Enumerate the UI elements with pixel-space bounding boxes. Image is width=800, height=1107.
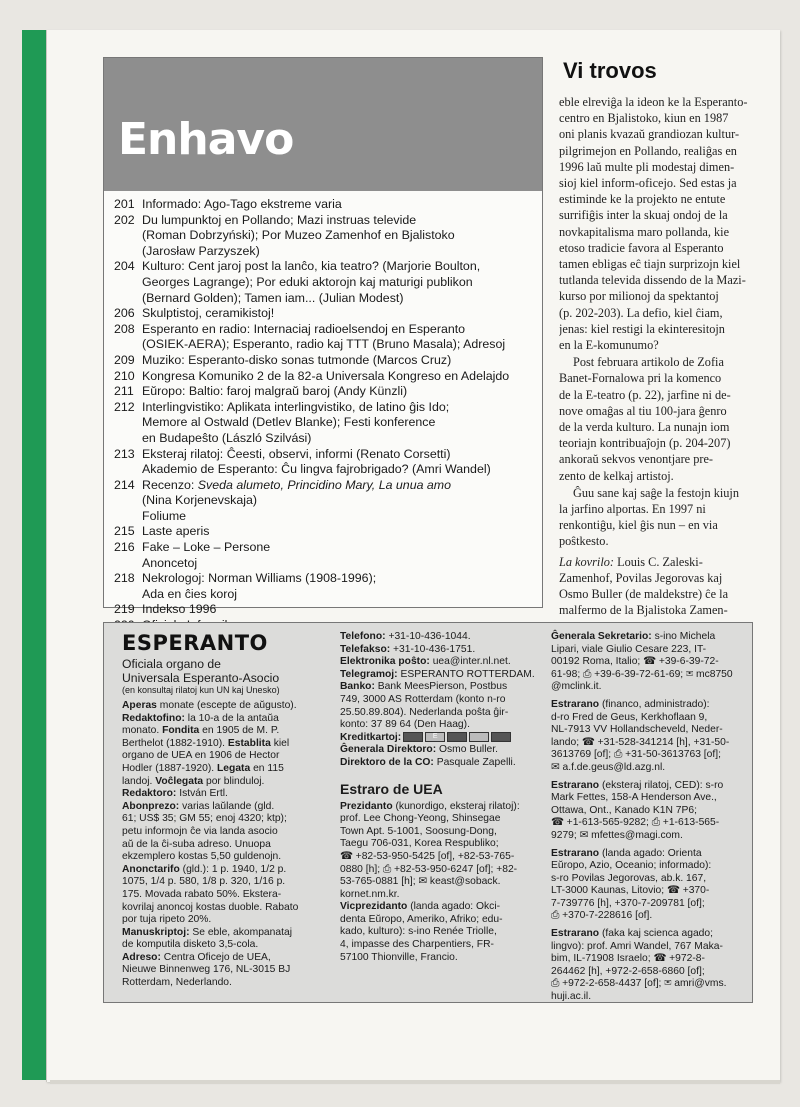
editorial-line: (p. 202-203). La defio, kiel ĉiam, [559,305,723,320]
masthead-line: Telefono: +31-10-436-1044. [340,631,471,642]
toc-line: Kongresa Komuniko 2 de la 82-a Universala Kongreso en Adelajdo [142,368,510,383]
masthead-line: Banko: Bank MeesPierson, Postbus [340,681,508,693]
caption-line: Zamenhof, Povilas Jegorovas kaj [559,570,723,585]
masthead-line: petu informojn ĉe via landa asocio [122,825,278,837]
masthead-line: Estrarano (financo, administrado): [551,698,710,710]
masthead-line: NL-7913 VV Hollandscheveld, Neder- [551,724,723,736]
toc-line: Georges Lagrange); Por eduki aktorojn kaj maturigi publikon [142,274,473,289]
masthead-line: Elektronika poŝto: uea@inter.nl.net. [340,656,511,668]
masthead-line: Town Apt. 5-1001, Soosung-Dong, [340,825,497,837]
editorial-paragraph-2 [559,354,759,484]
masthead-line: denta Eŭropo, Ameriko, Afriko; edu- [340,913,503,925]
masthead-line: Redaktofino: la 10-a de la antaŭa [122,712,279,724]
masthead-line: ✉ a.f.de.geus@ld.azg.nl. [551,761,666,773]
toc-line: Memore al Ostwald (Detlev Blanke); Festi konference [142,415,436,430]
masthead-line: 25.50.89.804). Nederlanda poŝta ĝir- [340,706,509,718]
editorial-paragraph-3 [559,485,759,550]
masthead-line: bim, IL-71908 Israelo; ☎ +972-8- [551,953,705,965]
masthead-line: Redaktoro: István Ertl. [122,788,228,800]
editorial-paragraph-1 [559,94,759,353]
masthead-line: aŭ de la ĉi-suba adreso. Unuopa [122,838,271,850]
editorial-line: tutlanda televida dissendo de la Mazi- [559,273,746,288]
masthead-line: ⎙ +972-2-658-4437 [of]; ✉ amri@vms. [551,978,727,990]
masthead-column-3 [551,631,751,1004]
toc-line: Foliume [142,508,187,523]
editorial-title: Vi trovos [563,58,657,83]
page-shadow [50,1080,780,1084]
masthead-line: ☎ +1-613-565-9282; ⎙ +1-613-565- [551,817,720,829]
masthead-line: huji.ac.il. [551,991,592,1003]
credit-card-icon [491,732,511,742]
credit-card-icons [403,732,511,742]
caption-line: Osmo Buller (de maldekstre) ĉe la [559,587,729,602]
masthead-line: Ĝenerala Sekretario: s-ino Michela [551,631,716,642]
masthead-line: 7-739776 [h], +370-7-209781 [of]; [551,897,705,909]
toc-line: Akademio de Esperanto: Ĉu lingva fajrobrigado? (Amri Wandel) [142,462,491,477]
masthead-line: 61; US$ 35; GM 55; enoj 4320; ktp); [122,813,287,825]
masthead-line: Estrarano (eksteraj rilatoj, CED): s-ro [551,779,724,791]
masthead-line: Estrarano (faka kaj scienca agado; [551,928,713,940]
toc-line: Ada en ĉies koroj [142,586,238,601]
toc-entry-text [142,571,532,602]
editorial-line: novkapitalisma maro pollanda, kie [559,224,730,239]
credit-card-icon [447,732,467,742]
masthead-line: 57100 Thionville, Francio. [340,951,458,963]
editorial-line: jenas: kiel restigi la ekinteresitojn [559,321,725,336]
masthead-line: 1075, 1/4 p. 580, 1/8 p. 320, 1/16 p. [122,876,286,888]
masthead-line: Ĝenerala Direktoro: Osmo Buller. [340,744,498,756]
editorial-line: nove omaĝas al tiu 100-jara ĝenro [559,403,727,418]
toc-entry-text [142,213,532,260]
editorial-line: oni planis kvazaŭ grandiozan kultur- [559,127,740,142]
masthead-line: 0880 [h]; ⎙ +82-53-950-6247 [of]; +82- [340,863,518,875]
caption-line: malfermo de la Bjalistoka Zamen- [559,603,728,618]
masthead-line: Adreso: Centra Oficejo de UEA, [122,951,271,963]
editorial-line: de la E-teatro (p. 22), jarfine ni de- [559,387,731,402]
masthead-line: 61-98; ⎙ +39-6-39-72-61-69; ✉ mc8750 [551,668,733,680]
masthead-line: Rotterdam, Nederlando. [122,977,232,989]
masthead-line: 00192 Roma, Italio; ☎ +39-6-39-72- [551,656,719,668]
masthead-line: kado, kulturo): s-ino Renée Triolle, [340,926,497,938]
editorial-line: poŝtkesto. [559,534,609,549]
editorial-line: kurso por milionoj da spektantoj [559,289,719,304]
toc-entry [114,540,532,571]
masthead-line: ☎ +82-53-950-5425 [of], +82-53-765- [340,850,515,862]
toc-line: Nekrologoj: Norman Williams (1908-1996); [142,571,377,586]
masthead-line: kornet.nm.kr. [340,888,400,900]
credit-card-icon: E [425,732,445,742]
toc-entry [114,478,532,525]
masthead-line: Lipari, viale Giulio Cesare 223, IT- [551,643,707,655]
toc-entry-text [142,259,532,306]
toc-page-number: 216 [114,540,135,555]
toc-line: en Budapeŝto (László Szilvási) [142,430,312,445]
editorial-line: ankoraŭ sekvos venontjare pre- [559,452,713,467]
editorial-line: en la E-komunumo? [559,338,659,353]
editorial-line: la jarfino alportas. En 1997 ni [559,502,706,517]
masthead-line: Eŭropo, Azio, Oceanio; informado): [551,860,712,872]
toc-line: Muziko: Esperanto-disko sonas tutmonde (Marcos Cruz) [142,352,452,367]
editorial-line: Post februara artikolo de Zofia [573,355,724,370]
toc-page-number: 209 [114,352,135,367]
toc-line: Du lumpunktoj en Pollando; Mazi instruas televide [142,212,417,227]
masthead-line: Ottawa, Ont., Kanado K1N 7P6; [551,804,697,816]
toc-page-number: 206 [114,306,135,321]
masthead-line: prof. Lee Chong-Yeong, Shinsegae [340,813,501,825]
credit-card-icon [403,732,423,742]
toc-entry-text [142,602,532,618]
masthead-info [122,700,337,990]
toc-line: Fake – Loke – Persone [142,540,271,555]
toc-entry-text [142,540,532,571]
editorial-line: de la verda kulturo. La nunajn iom [559,420,730,435]
toc-entry-text [142,478,532,525]
toc-entry [114,306,532,322]
editorial-line: pilgrimejon en Pollando, realiĝas en [559,143,737,158]
masthead-line: Berthelot (1882-1910). Establita kiel [122,737,290,749]
toc-page-number: 214 [114,477,135,492]
contact-info [340,631,550,770]
board-members-list-2 [551,631,751,1004]
masthead-line: Nieuwe Binnenweg 176, NL-3015 BJ [122,964,291,976]
toc-header [104,58,542,191]
masthead-line: Estrarano (landa agado: Orienta [551,847,702,859]
toc-line: Laste aperis [142,524,210,539]
masthead-line: Kreditkartoj: E [340,732,550,745]
masthead-line: konto: 37 89 64 (Den Haag). [340,719,470,731]
masthead-line: landoj. Voĉlegata por blinduloj. [122,775,265,787]
toc-entry [114,213,532,260]
board-members-list [340,801,550,965]
toc-entry [114,571,532,602]
caption-line: La kovrilo: Louis C. Zaleski- [559,554,703,569]
masthead-line: 9279; ✉ mfettes@magi.com. [551,829,683,841]
masthead-line: Direktoro de la CO: Pasquale Zapelli. [340,756,516,768]
toc-page-number: 202 [114,212,135,227]
toc-page-number: 219 [114,602,135,617]
masthead-line: por tuja ripeto 20%. [122,914,212,926]
masthead-line: lingvo): prof. Amri Wandel, 767 Maka- [551,940,723,952]
editorial-line: surrifiĝis inter la skuaj ondoj de la [559,208,728,223]
toc-entry [114,384,532,400]
masthead-line: LT-3000 Kaunas, Litovio; ☎ +370- [551,885,710,897]
toc-line: (Jarosław Parzyszek) [142,243,260,258]
editorial-line: Ĝuu sane kaj saĝe la festojn kiujn [573,485,739,500]
masthead-line: 53-765-0881 [h]; ✉ keast@soback. [340,876,501,888]
toc-page-number: 204 [114,259,135,274]
editorial-line: zento de kelkaj artistoj. [559,468,674,483]
table-of-contents [103,57,543,617]
masthead-line: Prezidanto (kunordigo, eksteraj rilatoj): [340,800,520,812]
toc-line: Recenzo: Sveda alumeto, Princidino Mary, La unua amo [142,477,452,492]
toc-line: Indekso 1996 [142,602,217,617]
toc-page-number: 218 [114,571,135,586]
editorial-line: teoriajn kontribuaĵojn (p. 204-207) [559,436,731,451]
editorial-line: estiminde ke la projekto ne entute [559,192,726,207]
masthead-line: 175. Movada rabato 50%. Ekstera- [122,888,282,900]
masthead-column-2 [340,631,550,964]
toc-line: (OSIEK-AERA); Esperanto, radio kaj TTT (Bruno Masala); Adresoj [142,337,506,352]
masthead-subtitle [122,657,337,685]
credit-card-icon [469,732,489,742]
toc-page-number: 215 [114,524,135,539]
esperanto-logo: ESPERANTO [122,631,268,655]
toc-entry [114,197,532,213]
editorial-line: tamen ebligas eĉ tiajn surprizojn kiel [559,257,741,272]
masthead-line: @mclink.it. [551,681,602,693]
toc-entry [114,400,532,447]
masthead-line: Telefakso: +31-10-436-1751. [340,643,476,655]
masthead-line: 4, impasse des Charpentiers, FR- [340,939,494,951]
toc-title: Enhavo [118,114,294,165]
toc-line: Eŭropo: Baltio: faroj malgraŭ baroj (Andy Künzli) [142,384,408,399]
toc-list [104,191,542,634]
toc-page-number: 210 [114,368,135,383]
toc-page-number: 212 [114,399,135,414]
masthead-line: Manuskriptoj: Se eble, akompanataj [122,926,292,938]
toc-entry-text [142,306,532,322]
toc-entry [114,353,532,369]
toc-entry-text [142,322,532,353]
masthead-box [103,622,753,1003]
masthead-line: Telegramoj: ESPERANTO ROTTERDAM. [340,668,535,680]
editorial-line: etoso tradicie favora al Esperanto [559,240,724,255]
toc-line: Informado: Ago-Tago ekstreme varia [142,197,342,211]
masthead-column-1 [122,631,337,990]
masthead-line: Abonprezo: varias laŭlande (gld. [122,800,275,812]
toc-entry [114,447,532,478]
toc-entry-text [142,384,532,400]
toc-entry-text [142,524,532,540]
masthead-line: ekzemplero kostas 5,50 guldenojn. [122,851,282,863]
masthead-line: monato. Fondita en 1905 de M. P. [122,725,280,737]
toc-line: (Nina Korjenevskaja) [142,493,258,508]
masthead-line: Anonctarifo (gld.): 1 p. 1940, 1/2 p. [122,863,287,875]
toc-line: Interlingvistiko: Aplikata interlingvistiko, de latino ĝis Ido; [142,399,450,414]
toc-entry [114,602,532,618]
masthead-line: de komputila disketo 3,5-cola. [122,939,259,951]
masthead-line: lando; ☎ +31-528-341214 [h], +31-50- [551,736,730,748]
masthead-line: d-ro Fred de Geus, Kerkhoflaan 9, [551,711,708,723]
masthead-line: s-ro Povilas Jegorovas, ab.k. 167, [551,872,707,884]
masthead-line: 3613769 [of]; ⎙ +31-50-3613763 [of]; [551,749,721,761]
subtitle-line: Oficiala organo de [122,657,221,671]
masthead-line: ⎙ +370-7-228616 [of]. [551,910,653,922]
masthead-line: Aperas monate (escepte de aŭgusto). [122,700,297,711]
masthead-line: Mark Fettes, 158-A Henderson Ave., [551,792,717,804]
subtitle-line: Universala Esperanto-Asocio [122,671,280,685]
toc-entry [114,369,532,385]
toc-line: Anoncetoj [142,555,198,570]
editorial-line: sioj kiel inform-oficejo. Sed estas ja [559,176,737,191]
toc-page-number: 208 [114,321,135,336]
masthead-line: Taegu 706-031, Korea Respubliko; [340,838,499,850]
toc-page-number: 211 [114,384,134,399]
toc-line: Skulptistoj, ceramikistoj! [142,306,275,321]
masthead-line: Hodler (1887-1920). Legata en 115 [122,762,284,774]
toc-page-number: 213 [114,446,135,461]
editorial-column [559,57,759,636]
toc-entry-text [142,353,532,369]
masthead-line: kovrilaj anoncoj kostas duoble. Rabato [122,901,299,913]
masthead-line: Vicprezidanto (landa agado: Okci- [340,901,501,913]
masthead-line: 749, 3000 AS Rotterdam (konto n-ro [340,693,506,705]
estraro-heading: Estraro de UEA [340,780,443,797]
toc-entry [114,524,532,540]
toc-entry-text [142,369,532,385]
toc-entry [114,259,532,306]
toc-line: Esperanto en radio: Internaciaj radioelsendoj en Esperanto [142,321,466,336]
editorial-line: 1996 laŭ multe pli modestaj dimen- [559,159,735,174]
masthead-line: organo de UEA en 1906 de Hector [122,750,280,762]
toc-page-number: 201 [114,197,135,211]
toc-entry [114,322,532,353]
toc-entry-text [142,400,532,447]
toc-line: (Roman Dobrzyński); Por Muzeo Zamenhof en Bjalistoko [142,228,455,243]
toc-line: Eksteraj rilatoj: Ĉeesti, observi, informi (Renato Corsetti) [142,446,451,461]
editorial-line: Banet-Fornalowa pri la komenco [559,371,722,386]
editorial-line: centro en Bjalistoko, kiun en 1987 [559,111,729,126]
editorial-line: renkontiĝu, kiel ĝis nun – en via [559,518,718,533]
masthead-line: 264462 [h], +972-2-658-6860 [of]; [551,965,705,977]
toc-line: Kulturo: Cent jaroj post la lanĉo, kia teatro? (Marjorie Boulton, [142,259,481,274]
toc-entry-text [142,197,532,213]
toc-line: (Bernard Golden); Tamen iam... (Julian Modest) [142,290,404,305]
toc-entry-text [142,447,532,478]
masthead-subtitle-note: (en konsultaj rilatoj kun UN kaj Unesko) [122,685,280,695]
editorial-line: eble elreviĝa la ideon ke la Esperanto- [559,95,748,109]
